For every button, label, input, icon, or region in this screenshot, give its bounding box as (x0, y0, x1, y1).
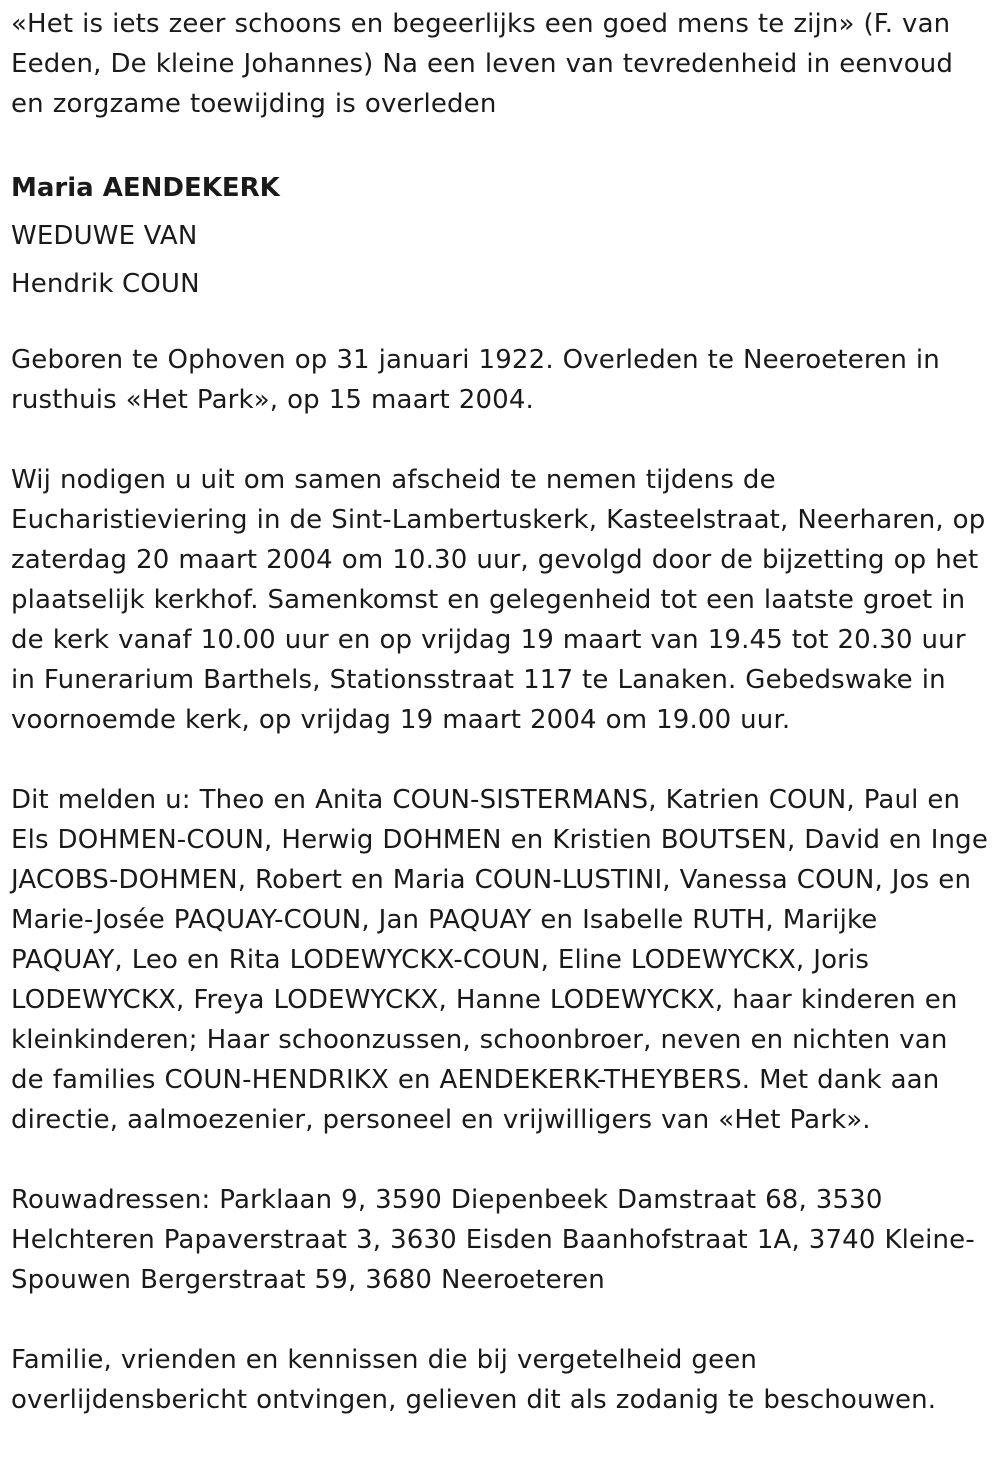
relation-label: WEDUWE VAN (11, 221, 198, 251)
spouse-name: Hendrik COUN (11, 269, 200, 299)
deceased-name: Maria AENDEKERK (11, 173, 280, 203)
closing-paragraph: Familie, vrienden en kennissen die bij vergetelheid geen overlijdensbericht ontvingen, gelieven dit als zodanig te beschouwen. (11, 1345, 937, 1415)
birth-death-paragraph: Geboren te Ophoven op 31 januari 1922. Overleden te Neeroeteren in rusthuis «Het Park», op 15 maart 2004. (11, 345, 940, 415)
addresses-paragraph: Rouwadressen: Parklaan 9, 3590 Diepenbeek Damstraat 68, 3530 Helchteren Papaverstraat 3, 3630 Eisden Baanhofstraat 1A, 3740 Kleine-Spouwen Bergerstraat 59, 3680 Neeroeteren (11, 1185, 975, 1295)
name-block (11, 164, 988, 308)
family-paragraph: Dit melden u: Theo en Anita COUN-SISTERMANS, Katrien COUN, Paul en Els DOHMEN-COUN, Herwig DOHMEN en Kristien BOUTSEN, David en Inge JACOBS-DOHMEN, Robert en Maria COUN-LUSTINI, Vanessa COUN, Jos en Marie-Josée PAQUAY-COUN, Jan PAQUAY en Isabelle RUTH, Marijke PAQUAY, Leo en Rita LODEWYCKX-COUN, Eline LODEWYCKX, Joris LODEWYCKX, Freya LODEWYCKX, Hanne LODEWYCKX, haar kinderen en kleinkinderen; Haar schoonzussen, schoonbroer, neven en nichten van de families COUN-HENDRIKX en AENDEKERK-THEYBERS. Met dank aan directie, aalmoezenier, personeel en vrijwilligers van «Het Park». (11, 785, 988, 1135)
ceremony-paragraph: Wij nodigen u uit om samen afscheid te nemen tijdens de Eucharistieviering in de Sint-Lambertuskerk, Kasteelstraat, Neerharen, op zaterdag 20 maart 2004 om 10.30 uur, gevolgd door de bijzetting op het plaatselijk kerkhof. Samenkomst en gelegenheid tot een laatste groet in de kerk vanaf 10.00 uur en op vrijdag 19 maart van 19.45 tot 20.30 uur in Funerarium Barthels, Stationsstraat 117 te Lanaken. Gebedswake in voornoemde kerk, op vrijdag 19 maart 2004 om 19.00 uur. (11, 465, 986, 735)
intro-paragraph: «Het is iets zeer schoons en begeerlijks een goed mens te zijn» (F. van Eeden, De kleine Johannes) Na een leven van tevredenheid in eenvoud en zorgzame toewijding is overleden (11, 9, 954, 119)
